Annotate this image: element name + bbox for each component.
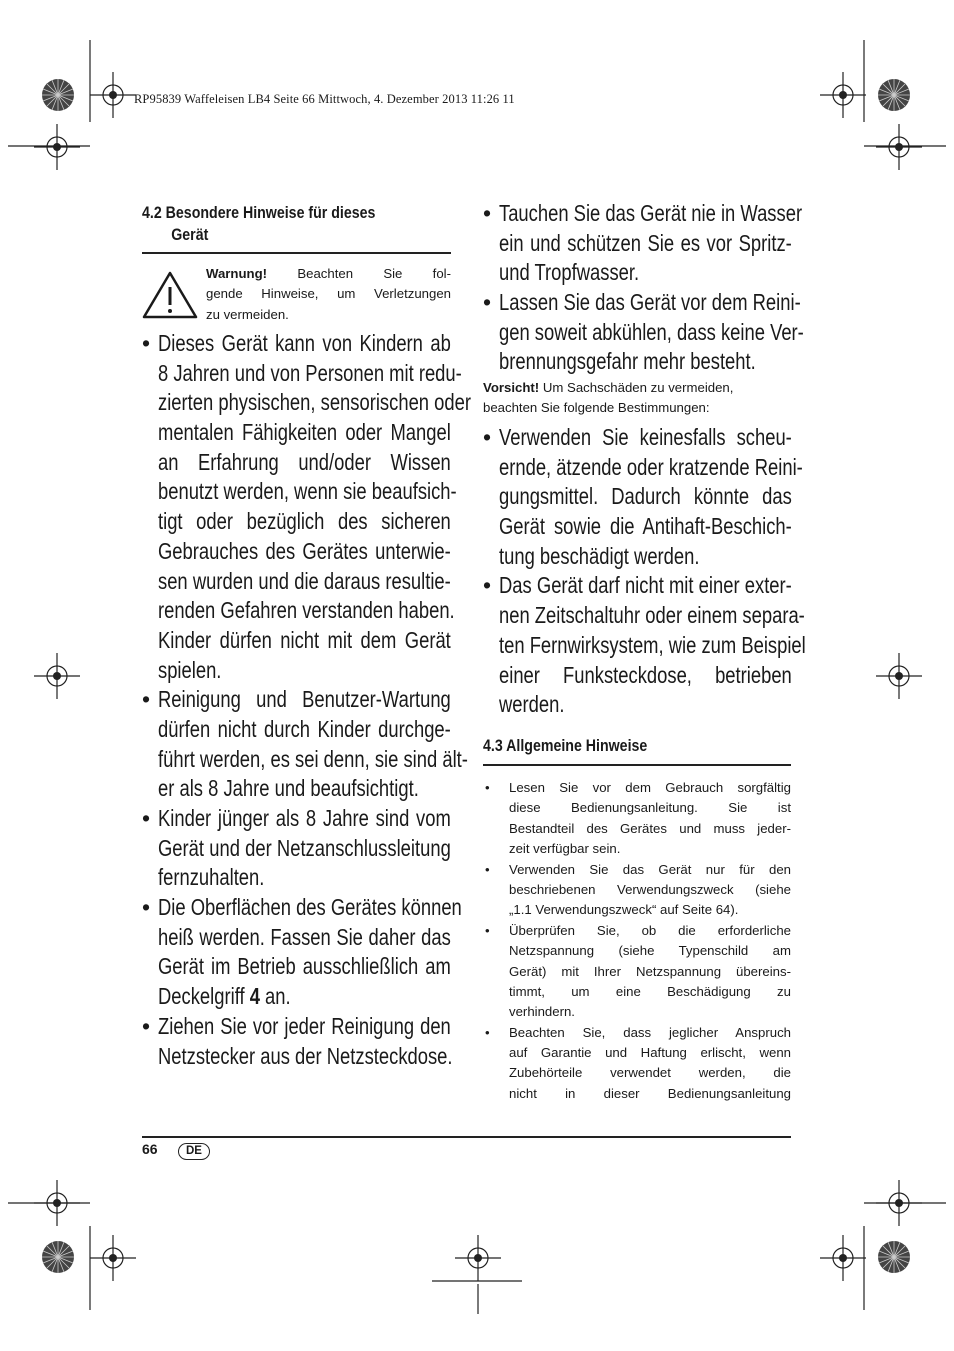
list-item: • Überprüfen Sie, ob die erforderliche Netzspannung (siehe Typenschild am Gerät) mit Ihrer Netzspannung übereins- timmt, um eine Beschädigung zu verhindern.: [483, 921, 791, 1023]
text-line: nicht in dieser Bedienungsanleitung: [509, 1085, 791, 1101]
text-line: brennungsgefahr mehr besteht.: [499, 348, 756, 375]
registration-target-icon: [876, 1180, 922, 1226]
language-badge: DE: [178, 1143, 210, 1160]
footer-rule: [142, 1136, 791, 1138]
text-line: zierten physischen, sensorischen oder: [158, 389, 471, 416]
registration-target-icon: [820, 1235, 866, 1281]
text-line: einer Funksteckdose, betrieben: [499, 661, 792, 688]
left-bullet-list: [142, 329, 471, 1071]
text-line: „1.1 Verwendungszweck“ auf Seite 64).: [509, 902, 739, 918]
text-line: timmt, um eine Beschädigung zu: [509, 983, 791, 999]
text-line: Ziehen Sie vor jeder Reinigung den: [158, 1012, 451, 1039]
text-line: Das Gerät darf nicht mit einer exter-: [499, 572, 792, 599]
warning-line: zu vermeiden.: [206, 306, 289, 322]
text-line: Lassen Sie das Gerät vor dem Reini-: [499, 289, 801, 316]
text-line: diese Bedienungsanleitung. Sie ist: [509, 800, 791, 816]
text-line: tigt oder bezüglich des sicheren: [158, 508, 451, 535]
text-line: Gebrauches des Gerätes unterwie-: [158, 537, 451, 564]
caution-label: Vorsicht!: [483, 380, 540, 395]
text-line: heiß werden. Fassen Sie daher das: [158, 923, 451, 950]
text-line: Verwenden Sie keinesfalls scheu-: [499, 424, 792, 450]
starburst-mark-icon: [877, 78, 911, 112]
text-line: Überprüfen Sie, ob die erforderliche: [509, 922, 791, 938]
crop-line: [432, 1280, 522, 1282]
crop-line: [477, 1284, 479, 1314]
text-line: nen Zeitschaltuhr oder einem separa-: [499, 602, 805, 629]
text-line: [158, 982, 392, 1012]
list-item: • Das Gerät darf nicht mit einer exter- nen Zeitschaltuhr oder einem separa- ten Fernwirksystem, wie zum Beispiel einer Funksteckdose, betrieben werden.: [483, 571, 791, 719]
text-line: renden Gefahren verstanden haben.: [158, 597, 455, 624]
list-item: • Reinigung und Benutzer-Wartung dürfen nicht durch Kinder durchge- führt werden, es sei denn, sie sind ält- er als 8 Jahre und beaufsichtigt.: [142, 685, 451, 804]
list-item: • Verwenden Sie keinesfalls scheu- ernde, ätzende oder kratzende Reini- gungsmittel. Dadurch könnte das Gerät sowie die Antihaft-Beschich- tung beschädigt werden.: [483, 423, 791, 571]
registration-target-icon: [34, 124, 80, 170]
text-fragment: Deckelgriff: [158, 983, 250, 1010]
text-line: an Erfahrung und/oder Wissen: [158, 448, 451, 475]
text-line: beschriebenen Verwendungszweck (siehe: [509, 881, 791, 897]
divider: [142, 252, 451, 254]
text-line: Zubehörteile verwendet werden, die: [509, 1065, 791, 1081]
caution-line: beachten Sie folgende Bestimmungen:: [483, 400, 710, 416]
text-line: verhindern.: [509, 1004, 575, 1020]
list-item: • Die Oberflächen des Gerätes können heiß werden. Fassen Sie daher das Gerät im Betrieb ausschließlich am Deckelgriff 4 an.: [142, 893, 451, 1012]
warning-line: gende Hinweise, um Verletzungen: [206, 286, 451, 302]
text-line: 8 Jahren und von Personen mit redu-: [158, 359, 462, 386]
list-item: • Beachten Sie, dass jeglicher Anspruch auf Garantie und Haftung erlischt, wenn Zubehörteile verwendet werden, die nicht in dieser Bedienungsanleitung: [483, 1023, 791, 1105]
text-line: ernde, ätzende oder kratzende Reini-: [499, 453, 803, 480]
starburst-mark-icon: [41, 1240, 75, 1274]
text-line: dürfen nicht durch Kinder durchge-: [158, 715, 451, 742]
registration-target-icon: [90, 1235, 136, 1281]
list-item: • Ziehen Sie vor jeder Reinigung den Netzstecker aus der Netzsteckdose.: [142, 1012, 451, 1071]
text-line: benutzt werden, wenn sie beaufsich-: [158, 478, 457, 505]
text-line: Reinigung und Benutzer-Wartung: [158, 686, 451, 713]
warning-note: [206, 266, 451, 327]
warning-line: [206, 266, 451, 286]
text-line: und Tropfwasser.: [499, 259, 640, 286]
text-line: Gerät sowie die Antihaft-Beschich-: [499, 513, 792, 540]
text-line: Gerät im Betrieb ausschließlich am: [158, 953, 451, 980]
text-line: gen soweit abkühlen, dass keine Ver-: [499, 318, 804, 345]
text-line: Dieses Gerät kann von Kindern ab: [158, 330, 451, 356]
page-number: 66: [142, 1141, 158, 1157]
starburst-mark-icon: [877, 1240, 911, 1274]
text-line: spielen.: [158, 656, 222, 683]
list-item: • Lesen Sie vor dem Gebrauch sorgfältig diese Bedienungsanleitung. Sie ist Bestandteil des Gerätes und muss jeder- zeit verfügbar sein.: [483, 778, 791, 860]
starburst-mark-icon: [41, 78, 75, 112]
text-line: Kinder jünger als 8 Jahre sind vom: [158, 805, 451, 831]
registration-target-icon: [34, 1180, 80, 1226]
text-line: Netzstecker aus der Netzsteckdose.: [158, 1042, 453, 1069]
registration-target-icon: [876, 124, 922, 170]
text-line: Gerät) mit Ihrer Netzspannung übereins-: [509, 963, 791, 979]
text-line: er als 8 Jahre und beaufsichtigt.: [158, 775, 419, 802]
text-line: tung beschädigt werden.: [499, 542, 700, 569]
text-line: Kinder dürfen nicht mit dem Gerät: [158, 626, 451, 653]
warning-triangle-icon: [142, 270, 198, 320]
text-line: Netzspannung (siehe Typenschild am: [509, 943, 791, 959]
list-item: • Verwenden Sie das Gerät nur für den beschriebenen Verwendungszweck (siehe „1.1 Verwendungszweck“ auf Seite 64).: [483, 860, 791, 921]
text-line: führt werden, es sei denn, sie sind ält-: [158, 745, 468, 772]
text-fragment: an.: [259, 983, 291, 1010]
heading-line: 4.2 Besondere Hinweise für dieses: [142, 204, 376, 222]
caution-note: [483, 380, 733, 421]
text-line: gungsmittel. Dadurch könnte das: [499, 483, 792, 510]
section-heading-4-3: 4.3 Allgemeine Hinweise: [483, 737, 648, 755]
text-line: mentalen Fähigkeiten oder Mangel: [158, 419, 451, 446]
warning-label: Warnung!: [206, 266, 268, 281]
text-line: Die Oberflächen des Gerätes können: [158, 894, 462, 921]
text-line: auf Garantie und Haftung erlischt, wenn: [509, 1045, 791, 1061]
text-line: ein und schützen Sie es vor Spritz-: [499, 229, 792, 256]
text-line: Tauchen Sie das Gerät nie in Wasser: [499, 200, 803, 226]
divider: [483, 764, 791, 766]
text-line: fernzuhalten.: [158, 864, 265, 891]
heading-line: Gerät: [171, 226, 209, 244]
right-bullet-list-top: [483, 199, 804, 377]
section-heading-4-2: [142, 202, 413, 246]
part-number: 4: [249, 983, 260, 1010]
text-line: zeit verfügbar sein.: [509, 841, 621, 857]
text-line: ten Fernwirksystem, wie zum Beispiel: [499, 631, 806, 658]
list-item: • Lassen Sie das Gerät vor dem Reini- gen soweit abkühlen, dass keine Ver- brennungsgefahr mehr besteht.: [483, 288, 791, 377]
general-notes-list: [483, 778, 791, 1104]
list-item: • Dieses Gerät kann von Kindern ab 8 Jahren und von Personen mit redu- zierten physischen, sensorischen oder mentalen Fähigkeiten oder Mangel an Erfahrung und/oder Wissen benutzt werden, wenn sie beaufsich- tigt oder bezüglich des sicheren Gebrauches des Gerätes unterwie- sen wurden und die daraus resultie- renden Gefahren verstanden haben. Kinder dürfen nicht mit dem Gerät spielen.: [142, 329, 451, 685]
caution-line: [483, 380, 733, 400]
text-line: werden.: [499, 691, 565, 718]
text-line: Lesen Sie vor dem Gebrauch sorgfältig: [509, 780, 791, 795]
registration-target-icon: [455, 1235, 501, 1281]
text-line: Beachten Sie, dass jeglicher Anspruch: [509, 1024, 791, 1040]
list-item: • Tauchen Sie das Gerät nie in Wasser ein und schützen Sie es vor Spritz- und Tropfwasser.: [483, 199, 791, 288]
list-item: • Kinder jünger als 8 Jahre sind vom Gerät und der Netzanschlussleitung fernzuhalten.: [142, 804, 451, 893]
text-line: Verwenden Sie das Gerät nur für den: [509, 861, 791, 877]
caution-text: Um Sachschäden zu vermeiden,: [539, 380, 734, 395]
text-line: Bestandteil des Gerätes und muss jeder-: [509, 820, 791, 836]
registration-target-icon: [90, 72, 136, 118]
print-header: RP95839 Waffeleisen LB4 Seite 66 Mittwoch, 4. Dezember 2013 11:26 11: [134, 92, 515, 106]
registration-target-icon: [34, 653, 80, 699]
warning-text: Beachten Sie fol-: [267, 266, 451, 281]
text-line: Gerät und der Netzanschlussleitung: [158, 834, 451, 861]
right-bullet-list-mid: [483, 423, 806, 720]
registration-target-icon: [820, 72, 866, 118]
text-line: sen wurden und die daraus resultie-: [158, 567, 451, 594]
registration-target-icon: [876, 653, 922, 699]
